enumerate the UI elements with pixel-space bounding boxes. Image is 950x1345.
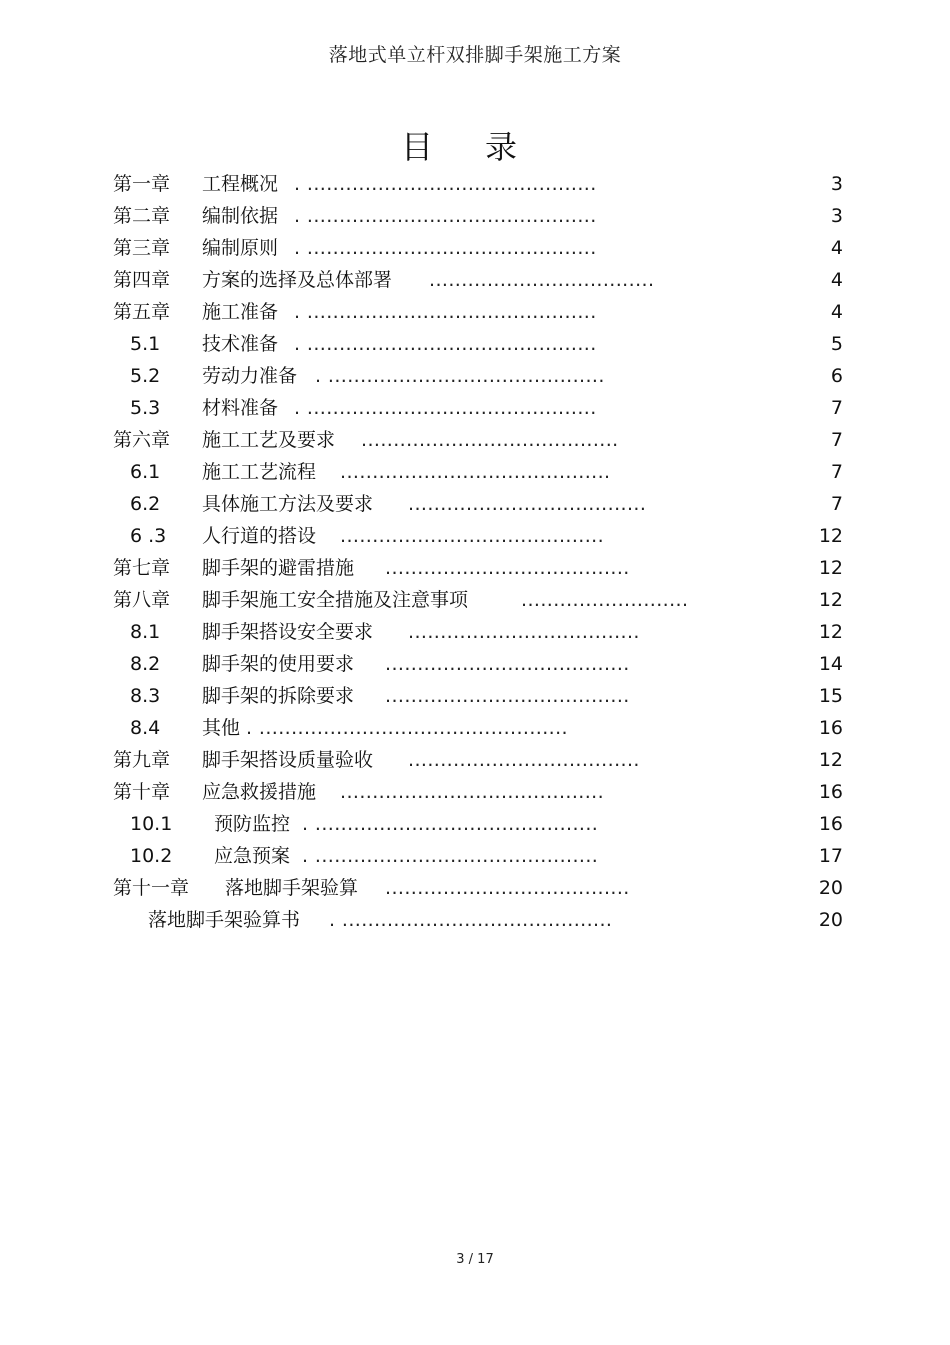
toc-entry-number: 10.1: [130, 813, 173, 835]
toc-entry-number: 第九章: [113, 749, 171, 771]
toc-entry-number: 第二章: [113, 205, 171, 227]
toc-entry-label: 工程概况: [202, 173, 279, 195]
toc-entry-page: 3: [830, 205, 843, 227]
toc-entry[interactable]: [113, 716, 843, 740]
toc-entry-label: 脚手架施工安全措施及注意事项: [202, 589, 469, 611]
toc-entry-page: 12: [818, 589, 843, 611]
toc-entry-number: 第一章: [113, 173, 171, 195]
toc-entry-label: 脚手架的拆除要求: [202, 685, 355, 707]
toc-entry-label: 应急预案: [214, 845, 291, 867]
toc-entry-number: 第六章: [113, 429, 171, 451]
toc-entry-number: 第四章: [113, 269, 171, 291]
toc-entry-page: 4: [830, 237, 843, 259]
toc-entry-leader: . .............................................: [294, 237, 597, 259]
toc-entry-leader: ....................................: [408, 749, 640, 771]
toc-entry-page: 16: [818, 813, 843, 835]
toc-title: 目录: [400, 128, 569, 166]
toc-entry-leader: .........................................: [340, 525, 605, 547]
toc-entry-page: 12: [818, 749, 843, 771]
toc-entry-leader: . .............................................: [294, 333, 597, 355]
toc-entry-page: 3: [830, 173, 843, 195]
toc-entry-label: 技术准备: [202, 333, 279, 355]
toc-entry-number: 5.3: [130, 397, 161, 419]
toc-entry-label: 施工工艺及要求: [202, 429, 336, 451]
toc-entry-label: 编制原则: [202, 237, 279, 259]
toc-entry-label: 人行道的搭设: [202, 525, 317, 547]
toc-entry-number: 第三章: [113, 237, 171, 259]
toc-entry-number: 6.2: [130, 493, 161, 515]
toc-entry-page: 7: [830, 461, 843, 483]
toc-entry-label: 应急救援措施: [202, 781, 317, 803]
toc-entry[interactable]: [113, 332, 843, 356]
toc-entry[interactable]: [113, 748, 843, 772]
toc-entry-label: 脚手架搭设安全要求: [202, 621, 374, 643]
toc-entry-leader: . ..........................................: [329, 909, 613, 931]
toc-entry-leader: ...................................: [429, 269, 655, 291]
toc-entry[interactable]: [113, 556, 843, 580]
toc-entry[interactable]: [113, 876, 843, 900]
toc-entry-number: 8.3: [130, 685, 161, 707]
toc-entry-leader: ......................................: [385, 653, 630, 675]
toc-entry-page: 12: [818, 621, 843, 643]
toc-entry-page: 4: [830, 301, 843, 323]
toc-entry-page: 12: [818, 557, 843, 579]
toc-entry-number: 6 .3: [130, 525, 167, 547]
page-number-footer: 3 / 17: [456, 1252, 494, 1267]
toc-entry-label: 落地脚手架验算: [225, 877, 359, 899]
toc-entry-number: 第七章: [113, 557, 171, 579]
toc-entry-label: 脚手架搭设质量验收: [202, 749, 374, 771]
toc-entry[interactable]: [113, 364, 843, 388]
toc-entry[interactable]: [113, 812, 843, 836]
toc-entry-page: 7: [830, 397, 843, 419]
toc-entry-leader: . ...........................................: [315, 365, 605, 387]
toc-entry-page: 15: [818, 685, 843, 707]
toc-entry[interactable]: [113, 300, 843, 324]
toc-entry-page: 20: [818, 909, 843, 931]
toc-entry[interactable]: [113, 236, 843, 260]
toc-entry[interactable]: [113, 620, 843, 644]
toc-entry-leader: . ................................................: [246, 717, 568, 739]
toc-entry-number: 第八章: [113, 589, 171, 611]
toc-entry[interactable]: [113, 652, 843, 676]
toc-entry-page: 16: [818, 717, 843, 739]
toc-entry-number: 8.1: [130, 621, 161, 643]
toc-entry-number: 6.1: [130, 461, 161, 483]
toc-entry-label: 编制依据: [202, 205, 279, 227]
toc-entry-page: 14: [818, 653, 843, 675]
toc-entry-label: 劳动力准备: [202, 365, 298, 387]
toc-entry-leader: . ............................................: [302, 845, 599, 867]
toc-entry-leader: .........................................: [340, 781, 605, 803]
toc-entry-leader: ..........................: [521, 589, 689, 611]
toc-entry[interactable]: [113, 780, 843, 804]
toc-entry[interactable]: [113, 428, 843, 452]
toc-entry-page: 7: [830, 493, 843, 515]
toc-entry-label: 预防监控: [214, 813, 291, 835]
toc-entry[interactable]: [113, 908, 843, 932]
toc-entry-label: 落地脚手架验算书: [148, 909, 301, 931]
toc-entry-label: 脚手架的使用要求: [202, 653, 355, 675]
toc-entry-leader: ....................................: [408, 621, 640, 643]
toc-entry-leader: .....................................: [408, 493, 647, 515]
toc-entry[interactable]: [113, 844, 843, 868]
toc-entry-page: 16: [818, 781, 843, 803]
toc-entry-page: 17: [818, 845, 843, 867]
toc-entry[interactable]: [113, 684, 843, 708]
toc-entry-page: 7: [830, 429, 843, 451]
toc-entry-leader: ......................................: [385, 685, 630, 707]
toc-entry-leader: ......................................: [385, 877, 630, 899]
toc-entry[interactable]: [113, 268, 843, 292]
toc-entry[interactable]: [113, 172, 843, 196]
toc-entry-leader: ..........................................: [340, 461, 611, 483]
toc-entry-label: 施工准备: [202, 301, 279, 323]
toc-entry-leader: ........................................: [361, 429, 619, 451]
toc-entry-leader: . .............................................: [294, 173, 597, 195]
toc-entry-leader: . .............................................: [294, 205, 597, 227]
toc-entry-leader: . ............................................: [302, 813, 599, 835]
toc-entry-page: 12: [818, 525, 843, 547]
toc-entry[interactable]: [113, 204, 843, 228]
toc-entry[interactable]: [113, 588, 843, 612]
toc-entry-page: 20: [818, 877, 843, 899]
toc-entry-leader: ......................................: [385, 557, 630, 579]
toc-entry-number: 8.4: [130, 717, 161, 739]
toc-entry-number: 10.2: [130, 845, 173, 867]
toc-entry-number: 5.1: [130, 333, 161, 355]
toc-entry-label: 具体施工方法及要求: [202, 493, 374, 515]
toc-entry-label: 材料准备: [202, 397, 279, 419]
toc-entry-number: 第五章: [113, 301, 171, 323]
toc-entry-leader: . .............................................: [294, 397, 597, 419]
toc-entry-label: 脚手架的避雷措施: [202, 557, 355, 579]
toc-entry-page: 5: [830, 333, 843, 355]
toc-entry-number: 5.2: [130, 365, 161, 387]
toc-entry-page: 6: [830, 365, 843, 387]
toc-entry-number: 第十章: [113, 781, 171, 803]
toc-entry-number: 第十一章: [113, 877, 190, 899]
toc-entry-leader: . .............................................: [294, 301, 597, 323]
toc-entry-label: 方案的选择及总体部署: [202, 269, 393, 291]
toc-entry-label: 施工工艺流程: [202, 461, 317, 483]
toc-entry[interactable]: [113, 492, 843, 516]
toc-entry-number: 8.2: [130, 653, 161, 675]
toc-entry[interactable]: [113, 524, 843, 548]
page-header: 落地式单立杆双排脚手架施工方案: [328, 44, 622, 66]
toc-entry[interactable]: [113, 396, 843, 420]
toc-entry[interactable]: [113, 460, 843, 484]
toc-entry-label: 其他: [202, 717, 241, 739]
toc-entry-page: 4: [830, 269, 843, 291]
